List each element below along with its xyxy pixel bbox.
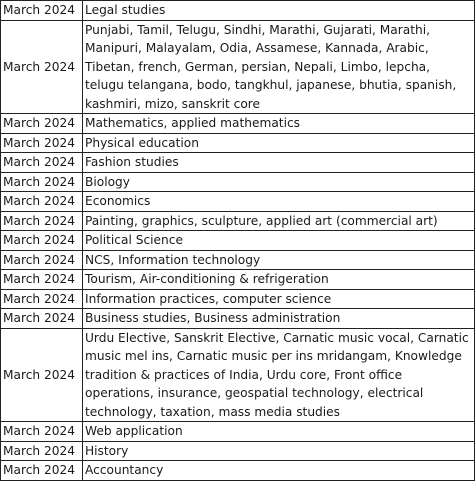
subject-cell: Economics [83,192,475,212]
table-row [1,133,475,153]
table-row [1,20,475,114]
date-cell: March 2024 [1,211,83,231]
date-cell: March 2024 [1,441,83,461]
table-row [1,114,475,134]
table-row [1,231,475,251]
date-cell: March 2024 [1,153,83,173]
date-cell: March 2024 [1,114,83,134]
date-cell: March 2024 [1,309,83,329]
table-row [1,250,475,270]
date-cell: March 2024 [1,20,83,114]
subject-cell: Painting, graphics, sculpture, applied art (commercial art) [83,211,475,231]
date-cell: March 2024 [1,461,83,481]
subject-cell: History [83,441,475,461]
table-row [1,328,475,422]
date-cell: March 2024 [1,328,83,422]
subject-cell: Legal studies [83,1,475,21]
subject-cell: Urdu Elective, Sanskrit Elective, Carnatic music vocal, Carnatic music mel ins, Carnatic music per ins mridangam, Knowledge tradition & practices of India, Urdu core, Front office operations, insurance, geospatial technology, electrical technology, taxation, mass media studies [83,328,475,422]
subject-cell: Web application [83,422,475,442]
date-cell: March 2024 [1,231,83,251]
table-row [1,192,475,212]
table-row [1,289,475,309]
subject-cell: Accountancy [83,461,475,481]
date-cell: March 2024 [1,289,83,309]
table-row [1,309,475,329]
subject-cell: Physical education [83,133,475,153]
subject-cell: Political Science [83,231,475,251]
table-row [1,172,475,192]
subject-cell: NCS, Information technology [83,250,475,270]
date-cell: March 2024 [1,250,83,270]
table-body [1,1,475,481]
table-row [1,211,475,231]
subject-cell: Punjabi, Tamil, Telugu, Sindhi, Marathi, Gujarati, Marathi, Manipuri, Malayalam, Odia, Assamese, Kannada, Arabic, Tibetan, french, German, persian, Nepali, Limbo, lepcha, telugu telangana, bodo, tangkhul, japanese, bhutia, spanish, kashmiri, mizo, sanskrit core [83,20,475,114]
date-cell: March 2024 [1,422,83,442]
table-row [1,441,475,461]
subject-cell: Information practices, computer science [83,289,475,309]
date-cell: March 2024 [1,172,83,192]
table-row [1,422,475,442]
table-row [1,153,475,173]
date-cell: March 2024 [1,1,83,21]
subject-cell: Mathematics, applied mathematics [83,114,475,134]
subject-cell: Business studies, Business administration [83,309,475,329]
date-cell: March 2024 [1,133,83,153]
subject-cell: Tourism, Air-conditioning & refrigeration [83,270,475,290]
table-row [1,270,475,290]
table-row [1,461,475,481]
date-cell: March 2024 [1,270,83,290]
subject-cell: Biology [83,172,475,192]
table-row [1,1,475,21]
subject-cell: Fashion studies [83,153,475,173]
date-cell: March 2024 [1,192,83,212]
